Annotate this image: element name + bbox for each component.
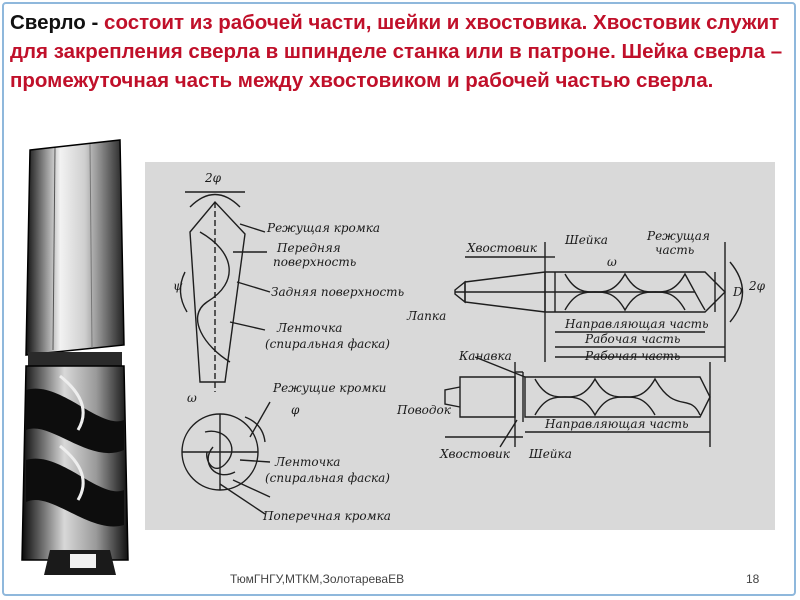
label-working-part: Рабочая часть — [585, 332, 681, 346]
label-omega: ω — [187, 391, 197, 405]
title-text: состоит из рабочей части, шейки и хвостовика. Хвостовик служит для закрепления сверла в шпинделе станка или в патроне. Шейка сверла – промежуточная часть между хвостовиком и рабочей частью сверла. — [10, 11, 783, 92]
label-front-surface-2: поверхность — [273, 255, 357, 269]
label-neck: Шейка — [565, 233, 608, 247]
label-shank: Хвостовик — [467, 241, 537, 255]
label-cutting-part-2: часть — [655, 243, 695, 257]
drill-photo — [20, 130, 132, 580]
label-margin-1: Ленточка — [277, 321, 343, 335]
label-cutting-edges: Режущие кромки — [273, 381, 387, 395]
label-2phi: 2φ — [205, 171, 222, 185]
label-back-surface: Задняя поверхность — [271, 285, 405, 299]
label-phi: φ — [291, 403, 300, 417]
label-groove: Канавка — [459, 349, 512, 363]
label-margin-b2: (спиральная фаска) — [265, 471, 390, 485]
label-guide-part-2: Направляющая часть — [545, 417, 689, 431]
label-shank-2: Хвостовик — [440, 447, 510, 461]
footer-author: ТюмГНГУ,МТКМ,ЗолотареваЕВ — [230, 572, 405, 586]
label-margin-b1: Ленточка — [275, 455, 341, 469]
label-driver: Поводок — [397, 403, 451, 417]
label-chisel-edge: Поперечная кромка — [263, 509, 391, 523]
label-tang: Лапка — [407, 309, 447, 323]
label-cutting-part-1: Режущая — [647, 229, 710, 243]
label-d: D — [733, 285, 743, 299]
label-neck-2: Шейка — [529, 447, 572, 461]
label-working-part-2: Рабочая часть — [585, 349, 681, 363]
label-front-surface-1: Передняя — [277, 241, 341, 255]
drill-diagram — [145, 162, 775, 530]
label-margin-2: (спиральная фаска) — [265, 337, 390, 351]
label-2phi-r: 2φ — [749, 279, 766, 293]
label-guide-part: Направляющая часть — [565, 317, 709, 331]
page-number: 18 — [746, 572, 760, 586]
label-psi: ψ — [173, 279, 183, 293]
slide-title — [10, 8, 790, 95]
label-omega-r: ω — [607, 255, 617, 269]
title-term: Сверло - — [10, 11, 99, 34]
label-cutting-edge: Режущая кромка — [267, 221, 381, 235]
